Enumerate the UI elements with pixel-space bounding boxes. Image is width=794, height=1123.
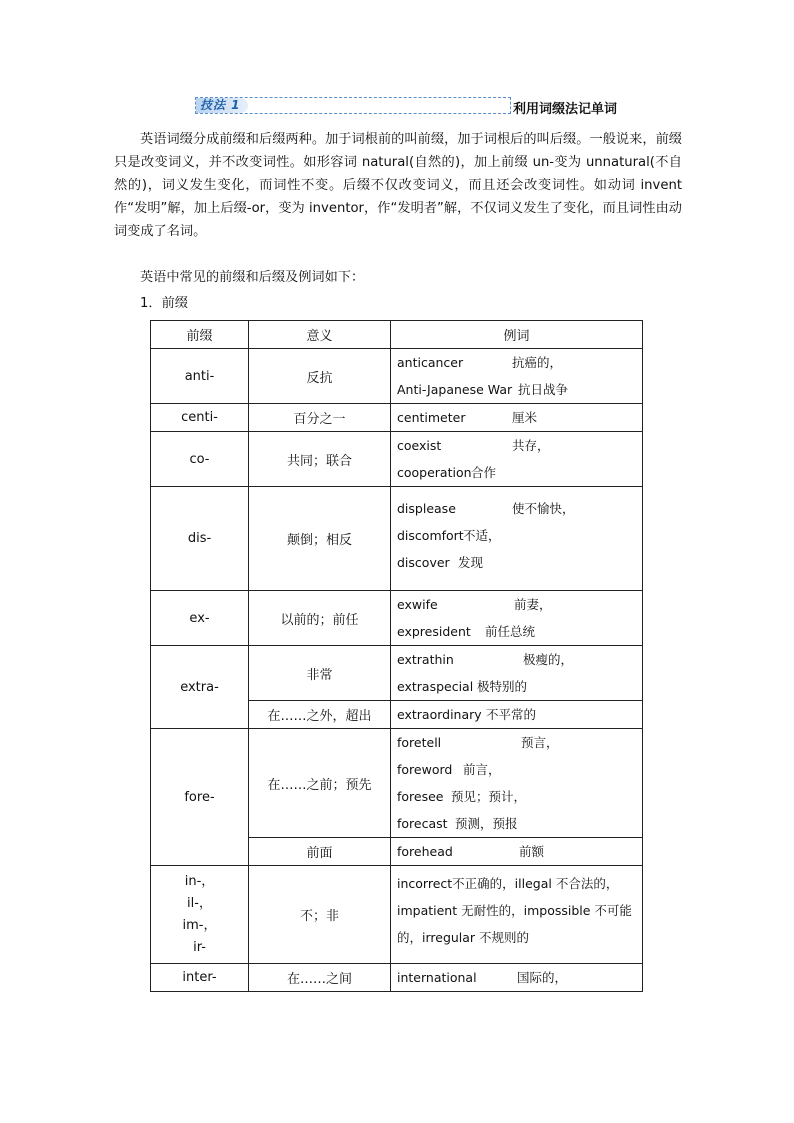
prefix-cell: anti- — [151, 349, 249, 404]
example-word: extraordinary — [397, 707, 482, 722]
examples-cell — [391, 701, 643, 729]
example-meaning: 共存， — [512, 438, 550, 453]
example-word: cooperation — [397, 465, 472, 480]
examples-cell — [391, 838, 643, 866]
example-line — [397, 646, 636, 673]
example-meaning: 厘米 — [512, 410, 538, 425]
example-line — [397, 404, 636, 431]
meaning-cell: 前面 — [249, 838, 391, 866]
table-row — [151, 591, 643, 646]
header-prefix: 前缀 — [151, 321, 249, 349]
examples-cell — [391, 432, 643, 487]
example-line — [397, 756, 636, 783]
prefix-cell: centi- — [151, 404, 249, 432]
example-line — [397, 522, 636, 549]
technique-badge-box — [195, 97, 511, 114]
example-word: exwife — [397, 597, 438, 612]
example-line — [397, 729, 636, 756]
meaning-cell: 颠倒；相反 — [249, 487, 391, 591]
example-word: displease — [397, 501, 456, 516]
example-word: international — [397, 970, 477, 985]
meaning-cell: 反抗 — [249, 349, 391, 404]
example-meaning: 不适， — [463, 528, 501, 543]
table-row — [151, 729, 643, 838]
table-row — [151, 432, 643, 487]
example-word: foreword — [397, 762, 453, 777]
prefix-variant: il-， — [187, 895, 212, 911]
example-line — [397, 432, 636, 459]
example-meaning: 预测，预报 — [455, 816, 518, 831]
list-intro-paragraph: 英语中常见的前缀和后缀及例词如下： — [140, 270, 365, 285]
examples-cell — [391, 591, 643, 646]
example-word: foretell — [397, 735, 442, 750]
example-line — [397, 495, 636, 522]
example-meaning: 前任总统 — [485, 624, 536, 639]
example-word: forecast — [397, 816, 448, 831]
header-meaning: 意义 — [249, 321, 391, 349]
meaning-cell: 在……之前；预先 — [249, 729, 391, 838]
prefix-variant: ir- — [193, 939, 206, 955]
examples-cell — [391, 487, 643, 591]
meaning-cell: 在……之间 — [249, 964, 391, 992]
example-word: anticancer — [397, 355, 464, 370]
example-word: forehead — [397, 844, 453, 859]
example-word: foresee — [397, 789, 444, 804]
prefix-cell — [151, 866, 249, 964]
example-meaning: 抗癌的， — [512, 355, 563, 370]
prefix-variant: in-， — [184, 873, 215, 889]
header-examples: 例词 — [391, 321, 643, 349]
example-meaning: 抗日战争 — [518, 382, 569, 397]
prefix-table — [150, 320, 643, 992]
prefix-variant: im-， — [182, 917, 217, 933]
example-meaning: 国际的， — [517, 970, 568, 985]
example-meaning: 预言， — [521, 735, 559, 750]
prefix-cell: inter- — [151, 964, 249, 992]
example-line — [397, 349, 636, 376]
prefix-cell: extra- — [151, 646, 249, 729]
example-line — [397, 459, 636, 486]
example-word: Anti-Japanese War — [397, 382, 513, 397]
meaning-cell: 以前的；前任 — [249, 591, 391, 646]
example-word: extrathin — [397, 652, 454, 667]
prefix-cell: dis- — [151, 487, 249, 591]
technique-badge-label: 技法 1 — [200, 98, 241, 112]
meaning-cell: 在……之外，超出 — [249, 701, 391, 729]
table-header-row — [151, 321, 643, 349]
example-line — [397, 618, 636, 645]
example-word: extraspecial — [397, 679, 474, 694]
table-row — [151, 866, 643, 964]
example-meaning: 前言， — [463, 762, 501, 777]
example-word: expresident — [397, 624, 471, 639]
example-line — [397, 376, 636, 403]
table-row — [151, 404, 643, 432]
example-meaning: 使不愉快， — [512, 501, 575, 516]
example-line — [397, 673, 636, 700]
meaning-cell: 非常 — [249, 646, 391, 701]
example-line — [397, 783, 636, 810]
intro-paragraph: 英语词缀分成前缀和后缀两种。加于词根前的叫前缀，加于词根后的叫后缀。一般说来，前缀只是改变词义，并不改变词性。如形容词 natural(自然的)，加上前缀 un-变为 unnatural(不自然的)，词义发生变化，而词性不变。后缀不仅改变词义，而且还会改变词性。如动词 invent 作“发明”解，加上后缀-or，变为 inventor，作“发明者”解，不仅词义发生了变化，而且词性由动词变成了名词。 — [114, 132, 682, 239]
example-line — [397, 838, 636, 865]
example-meaning: 合作 — [471, 465, 497, 480]
example-text: incorrect不正确的，illegal 不合法的，impatient 无耐性的，impossible 不可能的，irregular 不规则的 — [397, 876, 632, 945]
example-line — [397, 964, 636, 991]
example-meaning: 前额 — [519, 844, 545, 859]
example-line — [397, 549, 636, 576]
example-meaning: 发现 — [458, 555, 484, 570]
meaning-cell: 共同；联合 — [249, 432, 391, 487]
table-row — [151, 646, 643, 701]
examples-cell — [391, 349, 643, 404]
example-word: discover — [397, 555, 450, 570]
example-word: coexist — [397, 438, 442, 453]
examples-cell — [391, 729, 643, 838]
example-meaning: 预见；预计， — [451, 789, 527, 804]
subsection-prefix-heading: 1．前缀 — [140, 296, 188, 311]
example-line — [397, 810, 636, 837]
meaning-cell: 百分之一 — [249, 404, 391, 432]
table-row — [151, 964, 643, 992]
prefix-cell: fore- — [151, 729, 249, 866]
example-word: discomfort — [397, 528, 464, 543]
example-meaning: 极特别的 — [477, 679, 528, 694]
prefix-cell: ex- — [151, 591, 249, 646]
table-row — [151, 349, 643, 404]
example-meaning: 前妻， — [514, 597, 552, 612]
prefix-cell: co- — [151, 432, 249, 487]
example-line — [397, 591, 636, 618]
examples-cell — [391, 404, 643, 432]
meaning-cell: 不；非 — [249, 866, 391, 964]
examples-cell — [391, 866, 643, 964]
example-line — [397, 701, 636, 728]
examples-cell — [391, 646, 643, 701]
section-title: 利用词缀法记单词 — [513, 102, 618, 117]
examples-cell — [391, 964, 643, 992]
example-meaning: 极瘦的， — [523, 652, 574, 667]
example-meaning: 不平常的 — [486, 707, 537, 722]
example-word: centimeter — [397, 410, 466, 425]
table-row — [151, 487, 643, 591]
